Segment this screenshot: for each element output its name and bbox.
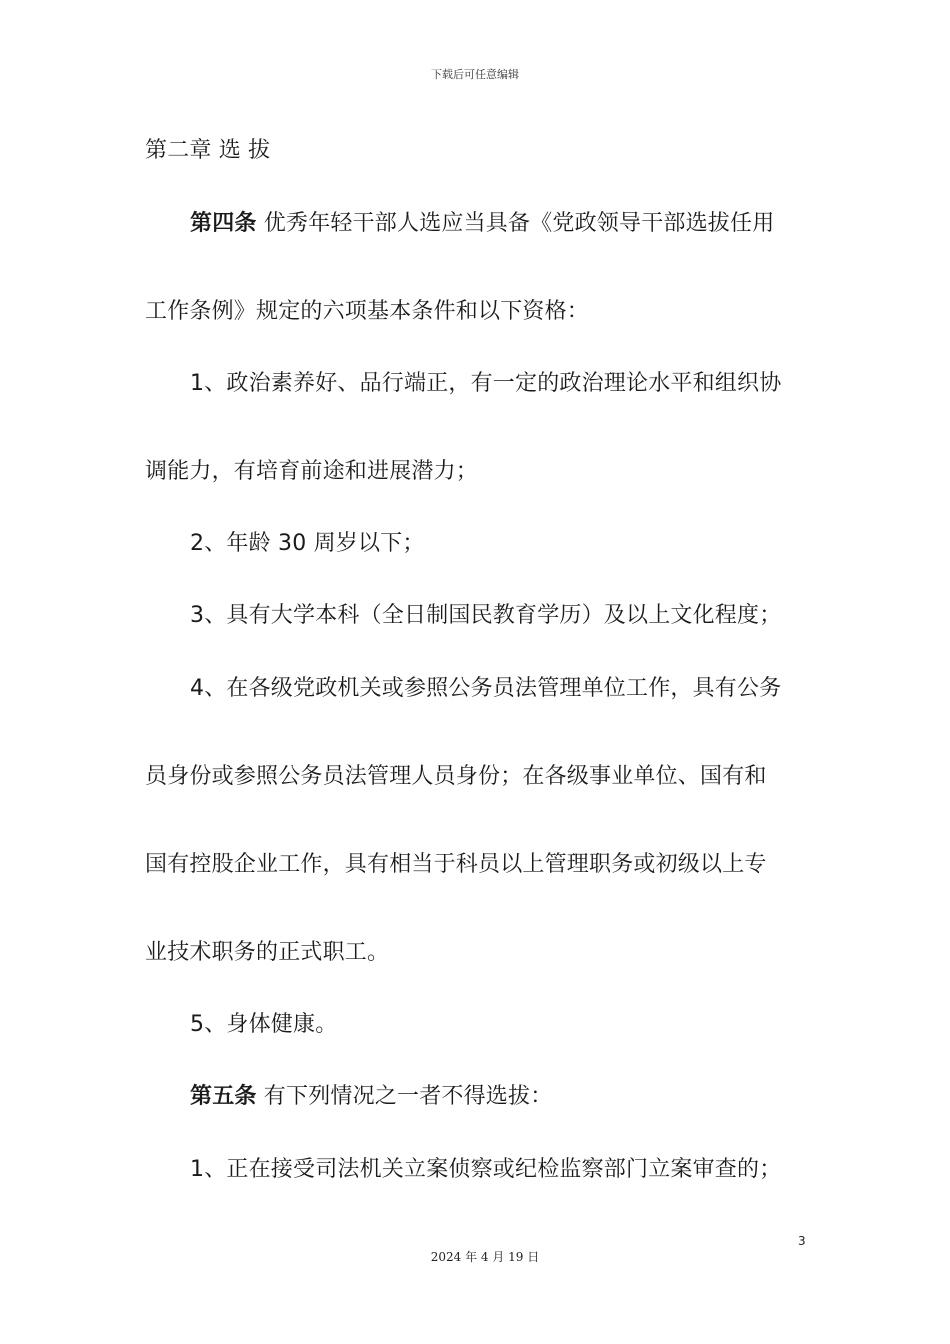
article-4-line-2: 工作条例》规定的六项基本条件和以下资格： <box>145 299 590 324</box>
item-4-line-4: 业技术职务的正式职工。 <box>145 940 390 965</box>
chapter-title: 第二章 选 拔 <box>145 138 271 163</box>
article-4-line-1 <box>190 209 774 239</box>
item-3: 3、具有大学本科（全日制国民教育学历）及以上文化程度； <box>190 603 782 628</box>
item-4-line-2: 员身份或参照公务员法管理人员身份；在各级事业单位、国有和 <box>145 764 767 789</box>
article-4-label: 第四条 <box>190 211 257 236</box>
article-4-text: 优秀年轻干部人选应当具备《党政领导干部选拔任用 <box>256 211 775 236</box>
item-2: 2、年龄 30 周岁以下； <box>190 531 425 556</box>
article-5 <box>190 1082 552 1112</box>
article-5-item-1: 1、正在接受司法机关立案侦察或纪检监察部门立案审查的； <box>190 1157 782 1182</box>
article-5-text: 有下列情况之一者不得选拔： <box>256 1084 553 1109</box>
item-1-line-2: 调能力，有培育前途和进展潜力； <box>145 459 479 484</box>
article-5-label: 第五条 <box>190 1084 257 1109</box>
item-1-line-1: 1、政治素养好、品行端正，有一定的政治理论水平和组织协 <box>190 371 782 396</box>
item-4-line-3: 国有控股企业工作，具有相当于科员以上管理职务或初级以上专 <box>145 852 767 877</box>
item-5: 5、身体健康。 <box>190 1012 338 1037</box>
footer-date: 2024 年 4 月 19 日 <box>430 1250 540 1264</box>
item-4-line-1: 4、在各级党政机关或参照公务员法管理单位工作，具有公务 <box>190 676 782 701</box>
header-note: 下载后可任意编辑 <box>431 68 519 81</box>
page-number: 3 <box>798 1234 806 1248</box>
